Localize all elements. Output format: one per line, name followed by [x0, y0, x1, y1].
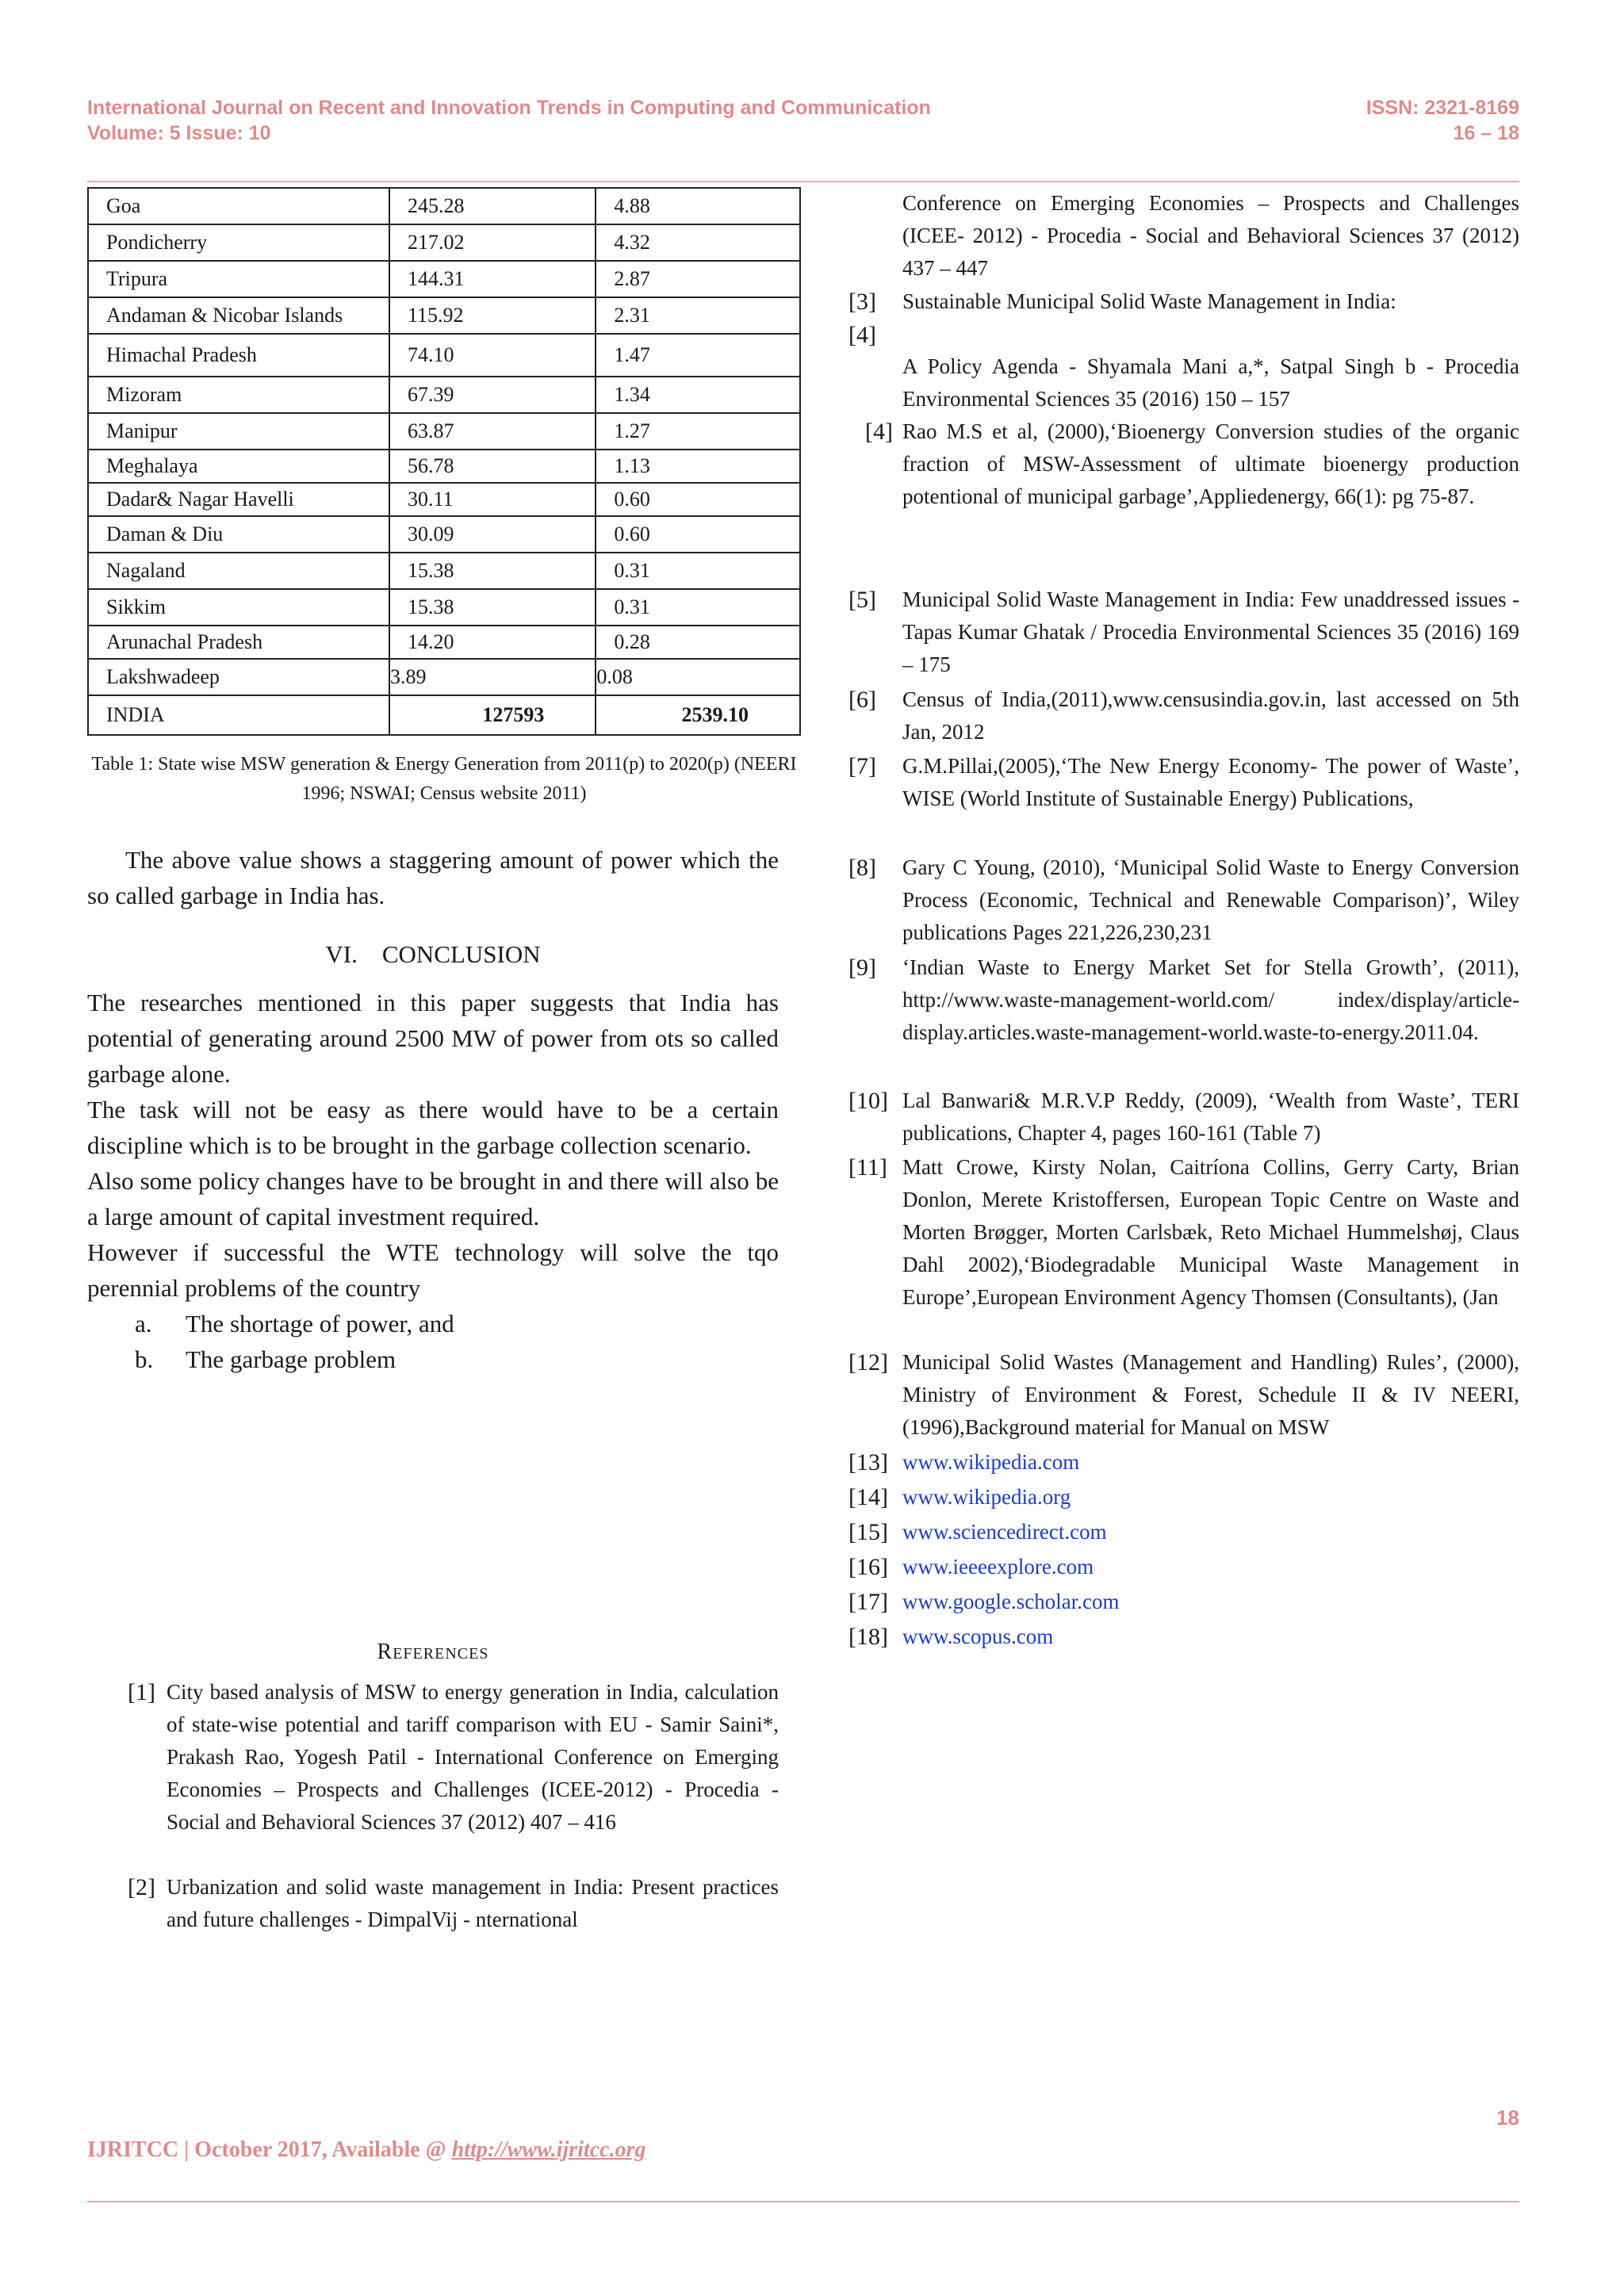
reference-link-item[interactable] [848, 1446, 1519, 1479]
reference-text: Lal Banwari& M.R.V.P Reddy, (2009), ‘Wealth from Waste’, TERI publications, Chapter 4, pages 160-161 (Table 7) [902, 1089, 1519, 1145]
list-text: The garbage problem [186, 1345, 396, 1373]
reference-item [848, 951, 1519, 1049]
reference-item [87, 1871, 779, 1936]
reference-number: [4] [848, 322, 876, 348]
table-row [88, 261, 800, 297]
reference-link[interactable]: www.ieeeexplore.com [902, 1555, 1094, 1578]
conclusion-paragraph: The task will not be easy as there would have to be a certain discipline which is to be brought in the garbage collection scenario. [87, 1096, 779, 1159]
table-row [88, 589, 800, 626]
reference-number: [11] [848, 1154, 887, 1181]
reference-item [848, 285, 1519, 318]
table-caption: Table 1: State wise MSW generation & Energy Generation from 2011(p) to 2020(p) (NEERI 1996; NSWAI; Census website 2011) [91, 754, 797, 804]
table-cell: 67.39 [389, 377, 596, 413]
reference-number: [16] [848, 1554, 888, 1580]
reference-text: Census of India,(2011),www.censusindia.gov.in, last accessed on 5th Jan, 2012 [902, 687, 1519, 744]
table-cell: 4.88 [596, 188, 800, 224]
table-row [88, 553, 800, 589]
footer [87, 2137, 646, 2163]
table-cell: 0.60 [596, 483, 800, 516]
table-cell: Pondicherry [88, 224, 389, 261]
table-cell: 0.31 [596, 553, 800, 589]
page-number: 18 [1496, 2106, 1519, 2130]
table-cell: 63.87 [389, 413, 596, 450]
reference-link-item[interactable] [848, 1551, 1519, 1583]
reference-text: City based analysis of MSW to energy generation in India, calculation of state-wise potential and tariff comparison with EU - Samir Saini*, Prakash Rao, Yogesh Patil - International Conference on Emerging Economies – Prospects and Challenges (ICEE-2012) - Procedia - Social and Behavioral Sciences 37 (2012) 407 – 416 [167, 1680, 779, 1834]
table-cell: Manipur [88, 413, 389, 450]
table-row [88, 516, 800, 553]
list-marker: b. [135, 1345, 154, 1373]
table-cell: Mizoram [88, 377, 389, 413]
reference-link[interactable]: www.sciencedirect.com [902, 1520, 1107, 1544]
table-row [88, 334, 800, 377]
running-header-right [1366, 95, 1519, 146]
table-cell: 1.47 [596, 334, 800, 377]
table-cell: Himachal Pradesh [88, 334, 389, 377]
footer-link[interactable]: http://www.ijritcc.org [451, 2137, 646, 2162]
conclusion-paragraph: The researches mentioned in this paper suggests that India has potential of generating around 2500 MW of power from ots so called garbage alone. [87, 989, 779, 1088]
list-marker: a. [135, 1310, 152, 1337]
reference-text: Matt Crowe, Kirsty Nolan, Caitríona Collins, Gerry Carty, Brian Donlon, Merete Kristoffersen, European Topic Centre on Waste and Morten Brøgger, Morten Carlsbæk, Reto Michael Hummelshøj, Claus Dahl 2002),‘Biodegradable Municipal Waste Management in Europe’,European Environment Agency Thomsen (Consultants), (Jan [902, 1155, 1519, 1309]
table-row [88, 450, 800, 483]
reference-item [848, 1346, 1519, 1444]
reference-text: Conference on Emerging Economies – Prospects and Challenges (ICEE- 2012) - Procedia - Social and Behavioral Sciences 37 (2012) 437 – 447 [902, 191, 1519, 280]
reference-number: [9] [848, 955, 876, 981]
volume-issue: Volume: 5 Issue: 10 [87, 122, 271, 144]
reference-number: [10] [848, 1088, 888, 1114]
reference-link[interactable]: www.wikipedia.com [902, 1450, 1080, 1474]
table-cell: 2.87 [596, 261, 800, 297]
table-row [88, 483, 800, 516]
reference-number: [7] [848, 753, 876, 779]
conclusion-body [87, 985, 779, 1377]
table-cell: 0.60 [596, 516, 800, 553]
table-cell: 1.13 [596, 450, 800, 483]
reference-link[interactable]: www.wikipedia.org [902, 1485, 1071, 1509]
table-cell: 74.10 [389, 334, 596, 377]
problem-list [87, 1306, 779, 1377]
table-row [88, 659, 800, 695]
reference-text: Municipal Solid Wastes (Management and Handling) Rules’, (2000), Ministry of Environment & Forest, Schedule II & IV NEERI, (1996),Background material for Manual on MSW [902, 1350, 1519, 1439]
list-item [87, 1306, 779, 1341]
running-header-left [87, 95, 931, 146]
table-cell: Meghalaya [88, 450, 389, 483]
footer-text: IJRITCC | October 2017, Available @ [87, 2137, 452, 2162]
reference-number: [12] [848, 1349, 888, 1376]
table-cell: 4.32 [596, 224, 800, 261]
reference-item [848, 584, 1519, 681]
paragraph-above-value: The above value shows a staggering amount of power which the so called garbage in India has. [87, 846, 779, 909]
table-cell: 30.11 [389, 483, 596, 516]
reference-number: [13] [848, 1449, 888, 1475]
reference-text: Gary C Young, (2010), ‘Municipal Solid Waste to Energy Conversion Process (Economic, Technical and Renewable Comparison)’, Wiley publications Pages 221,226,230,231 [902, 855, 1519, 944]
table-cell: 127593 [389, 695, 596, 735]
reference-text: A Policy Agenda - Shyamala Mani a,*, Satpal Singh b - Procedia Environmental Sciences 35 (2016) 150 – 157 [902, 354, 1519, 411]
reference-link[interactable]: www.google.scholar.com [902, 1590, 1120, 1613]
reference-text: G.M.Pillai,(2005),‘The New Energy Economy- The power of Waste’, WISE (World Institute of Sustainable Energy) Publications, [902, 754, 1519, 810]
reference-number [848, 187, 902, 285]
table-cell: Goa [88, 188, 389, 224]
table-cell: 144.31 [389, 261, 596, 297]
table-cell: 245.28 [389, 188, 596, 224]
reference-number: [15] [848, 1519, 888, 1545]
reference-item [848, 851, 1519, 949]
reference-item [848, 415, 1519, 513]
table-cell: Daman & Diu [88, 516, 389, 553]
table-cell: Lakshwadeep [88, 659, 389, 695]
table-cell: Sikkim [88, 589, 389, 626]
table-total-row [88, 695, 800, 735]
reference-number: [5] [848, 587, 876, 613]
reference-text: Rao M.S et al, (2000),‘Bioenergy Conversion studies of the organic fraction of MSW-Assessment of ultimate bioenergy production potentional of municipal garbage’,Appliedenergy, 66(1): pg 75-87. [902, 419, 1519, 508]
reference-number: [2] [128, 1874, 155, 1900]
reference-text: Sustainable Municipal Solid Waste Management in India: [902, 289, 1396, 313]
table-cell: 2.31 [596, 297, 800, 334]
reference-link[interactable]: www.scopus.com [902, 1624, 1054, 1648]
table-row [88, 297, 800, 334]
reference-link-item[interactable] [848, 1586, 1519, 1618]
reference-item [87, 1676, 779, 1839]
reference-number: [14] [848, 1484, 888, 1510]
reference-link-item[interactable] [848, 1481, 1519, 1513]
table-cell: Arunachal Pradesh [88, 626, 389, 659]
header-divider [87, 181, 1519, 182]
reference-number: [4] [865, 419, 893, 445]
table-cell: 15.38 [389, 553, 596, 589]
journal-title: International Journal on Recent and Innovation Trends in Computing and Communication [87, 97, 931, 119]
table-cell: 3.89 [389, 659, 596, 695]
reference-number: [17] [848, 1589, 888, 1615]
page-range: 16 – 18 [1453, 122, 1519, 144]
list-item [87, 1341, 779, 1377]
reference-item [848, 1085, 1519, 1150]
table-cell: 0.08 [596, 659, 800, 695]
reference-item [848, 683, 1519, 748]
table-cell: 0.28 [596, 626, 800, 659]
table-cell: Nagaland [88, 553, 389, 589]
table-cell: INDIA [88, 695, 389, 735]
table-cell: 15.38 [389, 589, 596, 626]
reference-number: [8] [848, 855, 876, 881]
table-cell: 14.20 [389, 626, 596, 659]
reference-text: Urbanization and solid waste management in India: Present practices and future challenges - DimpalVij - nternational [167, 1875, 779, 1931]
reference-number: [3] [848, 289, 876, 315]
list-text: The shortage of power, and [186, 1310, 454, 1337]
table-cell: 1.27 [596, 413, 800, 450]
table-cell: 30.09 [389, 516, 596, 553]
table-cell: 115.92 [389, 297, 596, 334]
table-cell: Dadar& Nagar Havelli [88, 483, 389, 516]
issn: ISSN: 2321-8169 [1365, 97, 1519, 119]
state-table [87, 187, 801, 736]
section-title-conclusion: VI. CONCLUSION [325, 940, 541, 968]
table-cell: 2539.10 [596, 695, 800, 735]
reference-item [848, 1151, 1519, 1314]
footer-divider [87, 2201, 1519, 2202]
table-row [88, 626, 800, 659]
table-row [88, 188, 800, 224]
reference-number: [6] [848, 687, 876, 713]
conclusion-paragraph: However if successful the WTE technology will solve the tqo perennial problems of the country [87, 1238, 779, 1302]
table-cell: 56.78 [389, 450, 596, 483]
table-row [88, 413, 800, 450]
reference-text: Municipal Solid Waste Management in India: Few unaddressed issues -Tapas Kumar Ghatak / Procedia Environmental Sciences 35 (2016) 169 – 175 [902, 587, 1519, 676]
table-cell: 217.02 [389, 224, 596, 261]
reference-text: ‘Indian Waste to Energy Market Set for Stella Growth’, (2011), http://www.waste-management-world.com/ index/display/article- display.articles.waste-management-world.waste-to-energy.2011.04. [902, 955, 1519, 1044]
reference-number: [1] [128, 1679, 155, 1705]
reference-link-item[interactable] [848, 1621, 1519, 1653]
table-row [88, 377, 800, 413]
table-cell: Tripura [88, 261, 389, 297]
table-row [88, 224, 800, 261]
conclusion-paragraph: Also some policy changes have to be brought in and there will also be a large amount of capital investment required. [87, 1167, 779, 1230]
reference-continuation [848, 187, 1519, 285]
reference-number: [18] [848, 1624, 888, 1650]
references-title: References [377, 1640, 489, 1664]
table-cell: 0.31 [596, 589, 800, 626]
reference-item [848, 750, 1519, 815]
table-cell: Andaman & Nicobar Islands [88, 297, 389, 334]
reference-item [848, 319, 1519, 415]
reference-link-item[interactable] [848, 1516, 1519, 1548]
table-cell: 1.34 [596, 377, 800, 413]
